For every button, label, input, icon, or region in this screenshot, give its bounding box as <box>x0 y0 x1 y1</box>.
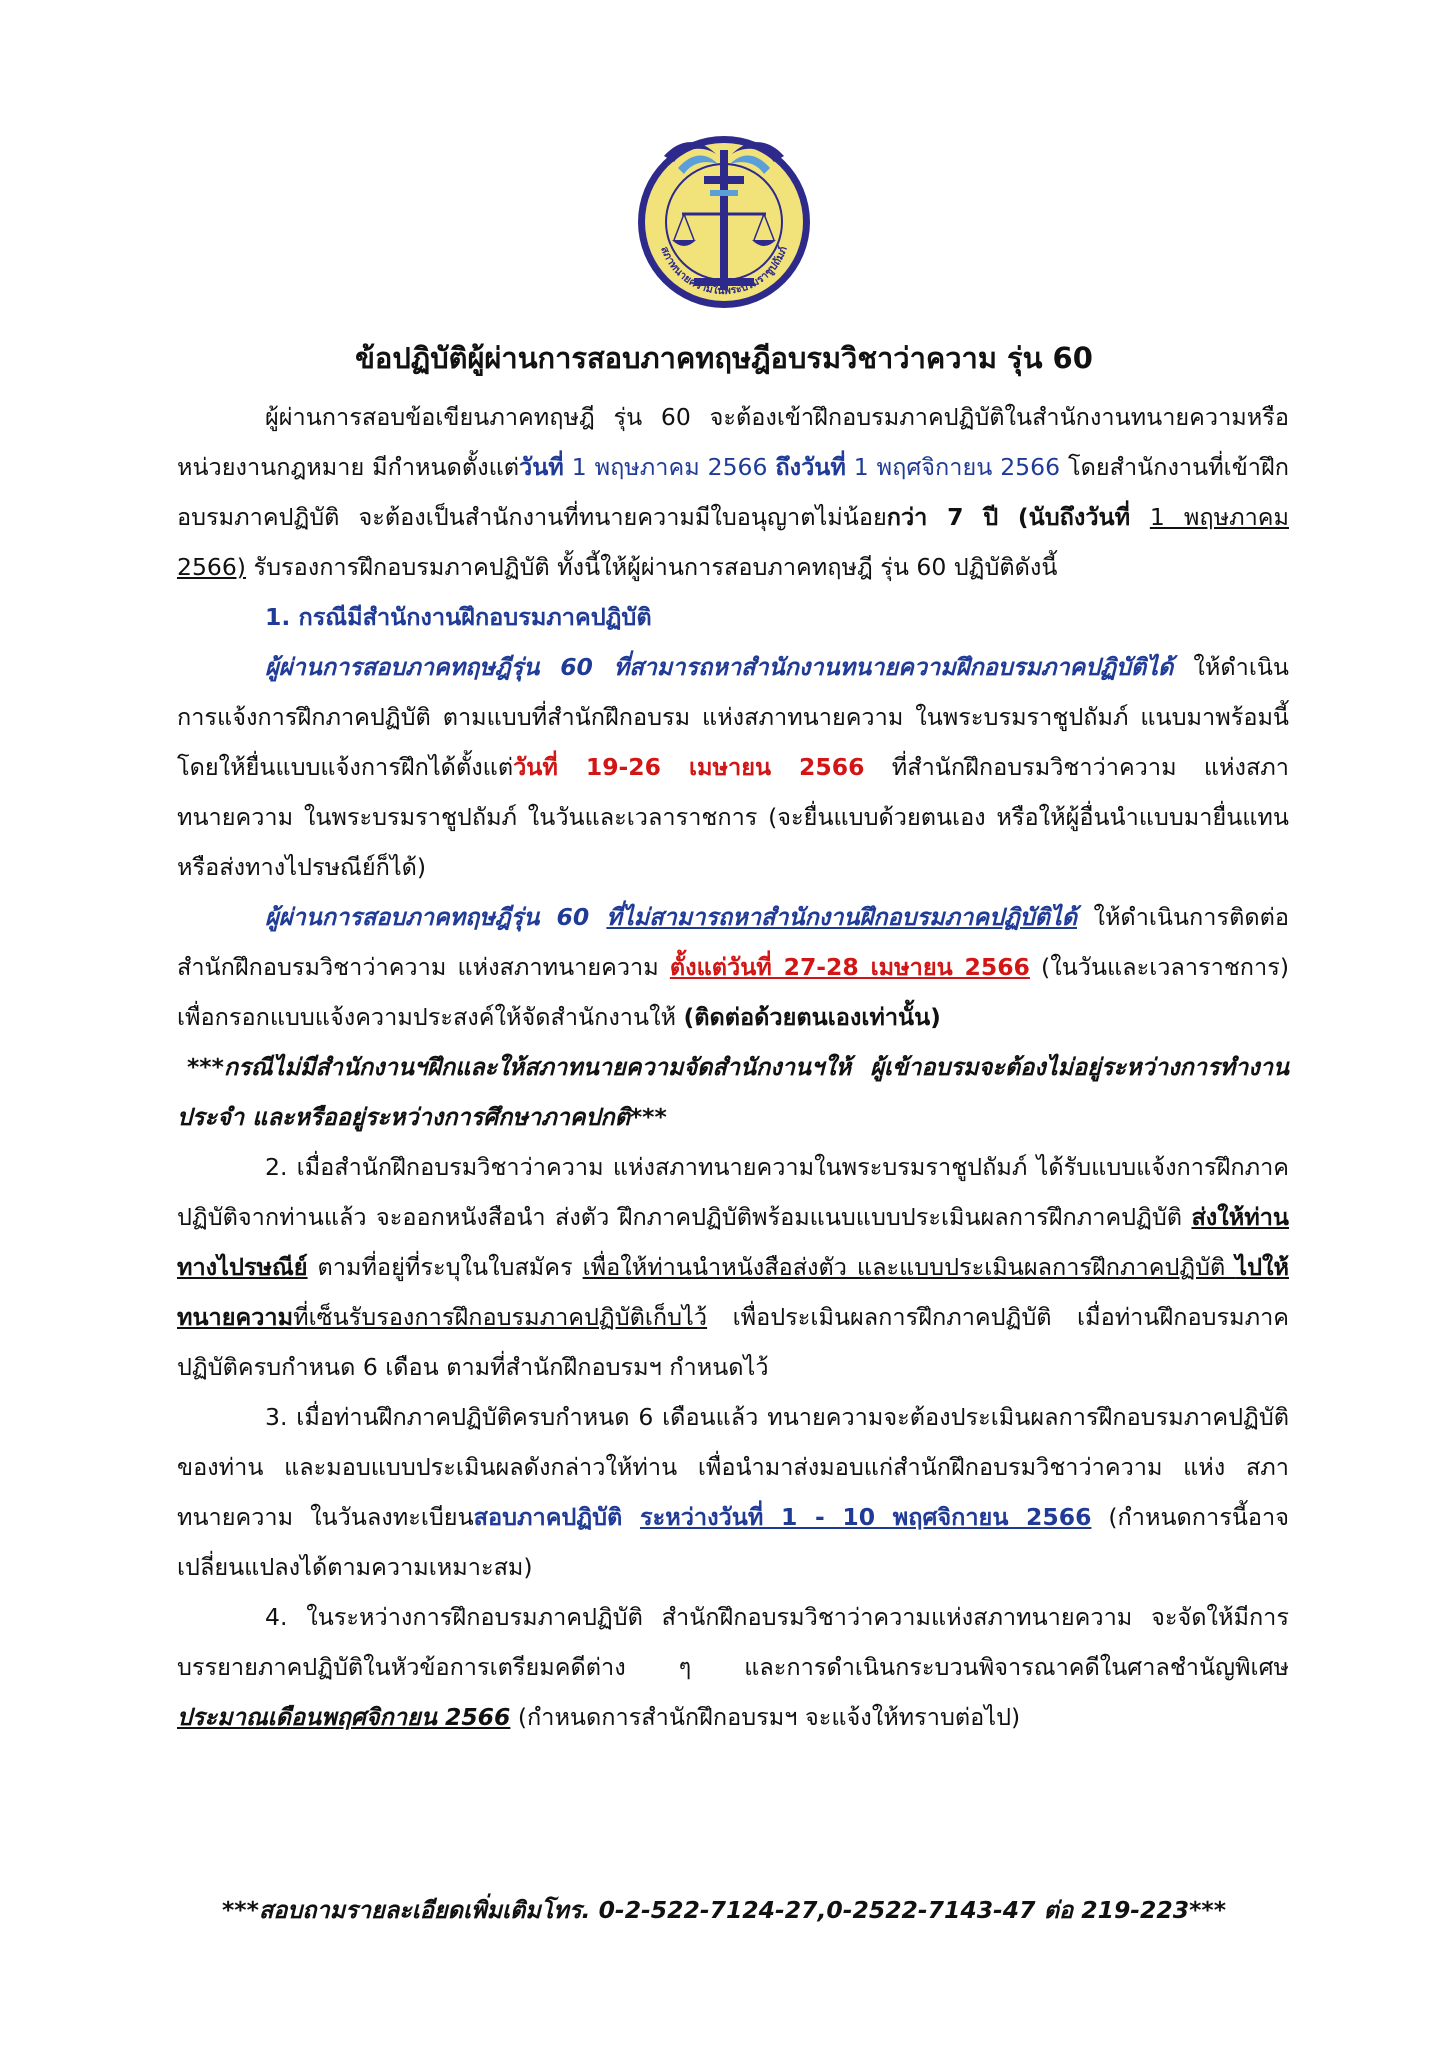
section3-paragraph <box>177 1392 1289 1592</box>
section1-paragraph-1 <box>177 642 1289 892</box>
section2-instruction: เพื่อให้ท่านนำหนังสือส่งตัว และแบบประเมินผลการฝึกภาคปฏิบัติ <box>582 1253 1236 1281</box>
section2-instruction-2: ที่เซ็นรับรองการฝึกอบรมภาคปฏิบัติเก็บไว้ <box>293 1303 708 1331</box>
section4-text: 4. ในระหว่างการฝึกอบรมภาคปฏิบัติ สำนักฝึกอบรมวิชาว่าความแห่งสภาทนายความ จะจัดให้มีการบรรยายภาคปฏิบัติในหัวข้อการเตรียมคดีต่าง ๆ และการดำเนินกระบวนพิจารณาคดีในศาลชำนัญพิเศษ <box>177 1603 1289 1681</box>
section3-text: 3. เมื่อท่านฝึกภาคปฏิบัติครบกำหนด 6 เดือนแล้ว ทนายความจะต้องประเมินผลการฝึกอบรมภาคปฏิบัติของท่าน และมอบแบบประเมินผลดังกล่าวให้ท่าน เพื่อนำมาส่งมอบแก่สำนักฝึกอบรมวิชาว่าความ แห่ง สภาทนายความ ในวันลงทะเบียน <box>177 1403 1289 1531</box>
intro-paragraph <box>177 392 1289 592</box>
section2-text-2: ตามที่อยู่ที่ระบุในใบสมัคร <box>307 1253 583 1281</box>
section1-p1-text: ให้ดำเนินการแจ้งการฝึกภาคปฏิบัติ ตามแบบที่สำนักฝึกอบรม แห่งสภาทนายความ ในพระบรมราชูปถัมภ์ แนบมาพร้อมนี้ โดยให้ยื่นแบบแจ้งการฝึกได้ตั้งแต่ <box>177 653 1289 781</box>
section1-p1-subject: ผู้ผ่านการสอบภาคทฤษฎีรุ่น 60 ที่สามารถหาสำนักงานทนายความฝึกอบรมภาคปฏิบัติได้ <box>265 653 1174 681</box>
section1-p2-condition: ที่ไม่สามารถหาสำนักงานฝึกอบรมภาคปฏิบัติได้ <box>606 903 1077 931</box>
section4-text-2: (กำหนดการสำนักฝึกอบรมฯ จะแจ้งให้ทราบต่อไป) <box>510 1703 1021 1731</box>
page-title: ข้อปฏิบัติผู้ผ่านการสอบภาคทฤษฎีอบรมวิชาว่าความ รุ่น 60 <box>355 341 1093 375</box>
section1-warning: ***กรณีไม่มีสำนักงานฯฝึกและให้สภาทนายความจัดสำนักงานฯให้ ผู้เข้าอบรมจะต้องไม่อยู่ระหว่างการทำงานประจำ และหรืออยู่ระหว่างการศึกษาภาคปกติ*** <box>177 1053 1289 1131</box>
section1-p2-in-person-note: (ติดต่อด้วยตนเองเท่านั้น) <box>683 1003 941 1031</box>
section2-text: 2. เมื่อสำนักฝึกอบรมวิชาว่าความ แห่งสภาทนายความในพระบรมราชูปถัมภ์ ได้รับแบบแจ้งการฝึกภาคปฏิบัติจากท่านแล้ว จะออกหนังสือนำ ส่งตัว ฝึกภาคปฏิบัติพร้อมแนบแบบประเมินผลการฝึกภาคปฏิบัติ <box>177 1153 1289 1231</box>
intro-until-label: ถึงวันที่ <box>775 453 846 481</box>
section1-heading: 1. กรณีมีสำนักงานฝึกอบรมภาคปฏิบัติ <box>265 603 652 631</box>
section3-exam-label: สอบภาคปฏิบัติ <box>473 1503 640 1531</box>
section1-p2-text-2: (ในวันและเวลาราชการ) เพื่อกรอกแบบแจ้งความประสงค์ให้จัดสำนักงานให้ <box>177 953 1290 1031</box>
section2-to-lawyer: ไปให้ทนายความ <box>177 1253 1289 1331</box>
section4-month: ประมาณเดือนพฤศจิกายน 2566 <box>177 1703 511 1731</box>
section1-p2-text: ให้ดำเนินการติดต่อสำนักฝึกอบรมวิชาว่าความ แห่งสภาทนายความ <box>177 903 1289 981</box>
section1-paragraph-2 <box>177 892 1289 1042</box>
section1-p1-text-2: ที่สำนักฝึกอบรมวิชาว่าความ แห่งสภาทนายความ ในพระบรมราชูปถัมภ์ ในวันและเวลาราชการ (จะยื่นแบบด้วยตนเอง หรือให้ผู้อื่นนำแบบมายื่นแทน หรือส่งทางไปรษณีย์ก็ได้) <box>177 753 1289 881</box>
intro-start-date: 1 พฤษภาคม 2566 <box>563 453 776 481</box>
section2-text-3: เพื่อประเมินผลการฝึกภาคปฏิบัติ เมื่อท่านฝึกอบรมภาคปฏิบัติครบกำหนด 6 เดือน ตามที่สำนักฝึกอบรมฯ กำหนดไว้ <box>177 1303 1289 1381</box>
section2-post-note: ส่งให้ท่านทางไปรษณีย์ <box>177 1203 1289 1281</box>
section2-paragraph <box>177 1142 1289 1392</box>
intro-end-date: 1 พฤศจิกายน 2566 <box>845 453 1061 481</box>
intro-text: ผู้ผ่านการสอบข้อเขียนภาคทฤษฎี รุ่น 60 จะต้องเข้าฝึกอบรมภาคปฏิบัติในสำนักงานทนายความหรือหน่วยงานกฎหมาย มีกำหนดตั้งแต่ <box>177 403 1289 481</box>
section4-paragraph <box>177 1592 1289 1742</box>
intro-count-date: 1 พฤษภาคม 2566) <box>177 503 1289 581</box>
document-body <box>177 392 1289 1742</box>
logo-ring-text: สภาทนายความในพระบรมราชูปถัมภ์ <box>658 244 790 298</box>
section1-p1-date: วันที่ 19-26 เมษายน 2566 <box>513 753 865 781</box>
intro-text-3: รับรองการฝึกอบรมภาคปฏิบัติ ทั้งนี้ให้ผู้ผ่านการสอบภาคทฤษฎี รุ่น 60 ปฏิบัติดังนี้ <box>245 553 1058 581</box>
section1-p2-date: ตั้งแต่วันที่ 27-28 เมษายน 2566 <box>669 953 1030 981</box>
intro-years-requirement: กว่า 7 ปี (นับถึงวันที่ <box>886 503 1150 531</box>
section1-p2-subject: ผู้ผ่านการสอบภาคทฤษฎีรุ่น 60 <box>265 903 607 931</box>
section3-text-2: (กำหนดการนี้อาจเปลี่ยนแปลงได้ตามความเหมาะสม) <box>177 1503 1289 1581</box>
section3-date-range: ระหว่างวันที่ 1 - 10 พฤศจิกายน 2566 <box>639 1503 1092 1531</box>
intro-text-2: โดยสำนักงานที่เข้าฝึกอบรมภาคปฏิบัติ จะต้องเป็นสำนักงานที่ทนายความมีใบอนุญาตไม่น้อย <box>177 453 1289 531</box>
contact-footer: ***สอบถามรายละเอียดเพิ่มเติมโทร. 0-2-522-7124-27,0-2522-7143-47 ต่อ 219-223*** <box>222 1896 1226 1924</box>
lawyers-council-seal-logo <box>634 128 814 312</box>
intro-date-label: วันที่ <box>519 453 564 481</box>
